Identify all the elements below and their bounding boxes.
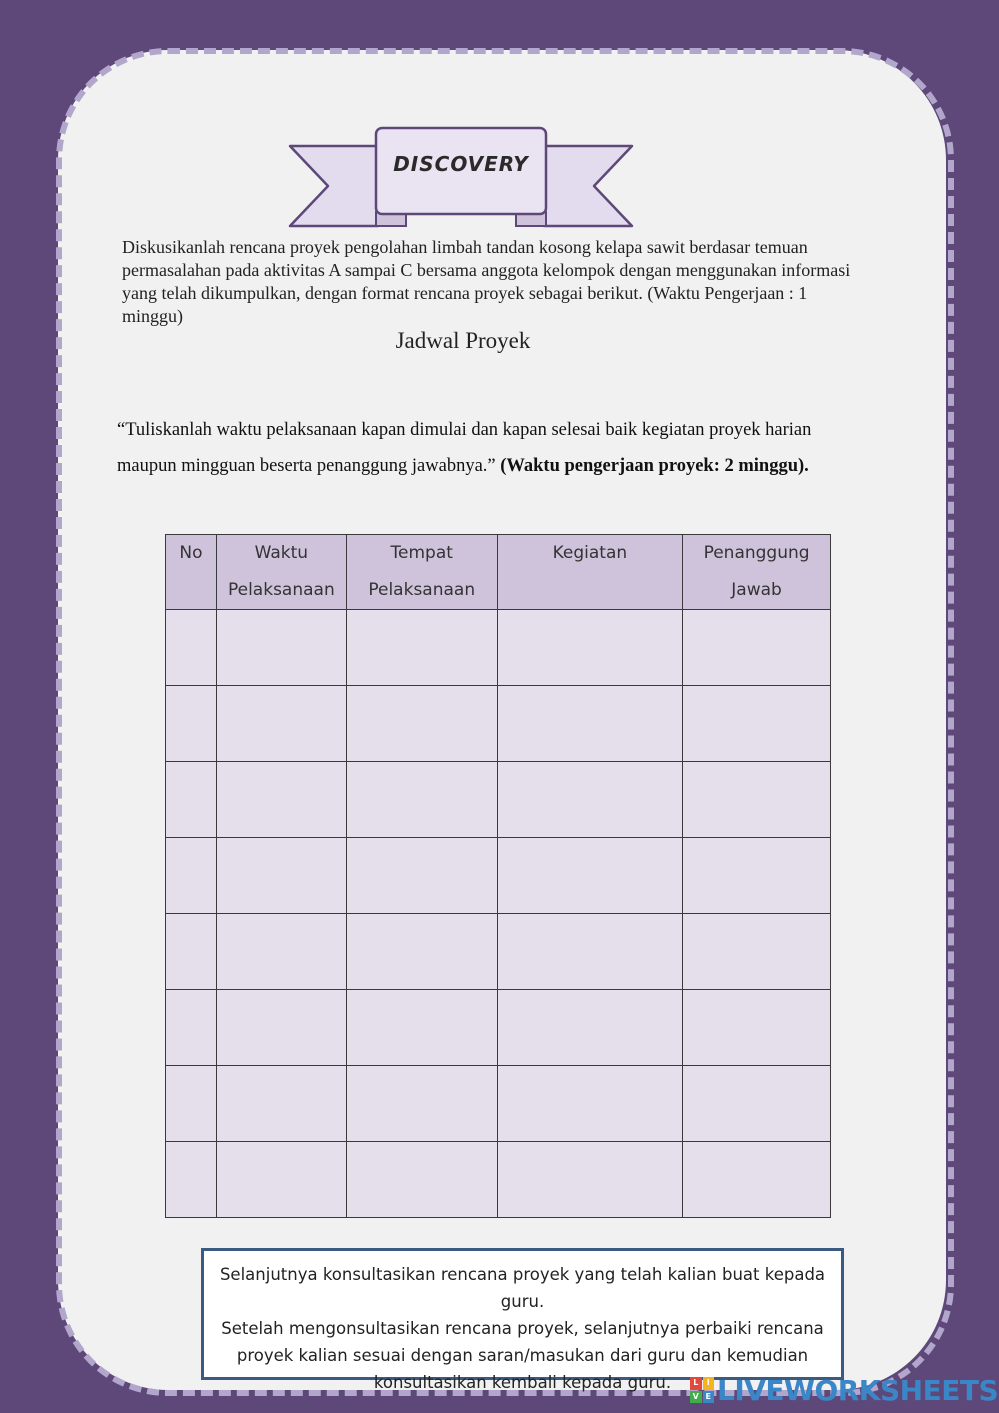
instruction-text: “Tuliskanlah waktu pelaksanaan kapan dimulai dan kapan selesai baik kegiatan proyek harian maupun mingguan beserta penanggung jawabnya.” — [117, 420, 812, 476]
header-no: No — [166, 535, 217, 610]
liveworksheets-logo-icon — [690, 1377, 714, 1403]
header-tempat-line1: Tempat — [390, 543, 453, 563]
header-waktu-pelaksanaan — [216, 535, 346, 610]
cell-penanggung-jawab[interactable] — [683, 1142, 831, 1218]
cell-no[interactable] — [166, 762, 217, 838]
logo-letter-i: I — [703, 1377, 715, 1390]
project-schedule-table — [165, 534, 831, 1218]
cell-penanggung-jawab[interactable] — [683, 1066, 831, 1142]
cell-waktu-pelaksanaan[interactable] — [216, 762, 346, 838]
cell-tempat-pelaksanaan[interactable] — [346, 990, 497, 1066]
banner-title: DISCOVERY — [393, 152, 529, 176]
cell-no[interactable] — [166, 914, 217, 990]
cell-waktu-pelaksanaan[interactable] — [216, 990, 346, 1066]
intro-paragraph: Diskusikanlah rencana proyek pengolahan limbah tandan kosong kelapa sawit berdasar temuan permasalahan pada aktivitas A sampai C bersama anggota kelompok dengan menggunakan informasi yang telah dikumpulkan, dengan format rencana proyek sebagai berikut. (Waktu Pengerjaan : 1 minggu) — [122, 237, 851, 326]
discovery-ribbon-banner — [288, 126, 634, 230]
cell-penanggung-jawab[interactable] — [683, 610, 831, 686]
cell-no[interactable] — [166, 990, 217, 1066]
consultation-note — [201, 1248, 844, 1392]
header-pj-line2: Jawab — [731, 580, 782, 600]
table-row — [166, 914, 831, 990]
header-tempat-pelaksanaan — [346, 535, 497, 610]
cell-kegiatan[interactable] — [497, 838, 682, 914]
cell-kegiatan[interactable] — [497, 762, 682, 838]
note-line-1: Selanjutnya konsultasikan rencana proyek yang telah kalian buat kepada guru. — [219, 1265, 826, 1311]
table-header-row — [166, 535, 831, 610]
cell-no[interactable] — [166, 1142, 217, 1218]
header-penanggung-jawab — [683, 535, 831, 610]
header-waktu-line2: Pelaksanaan — [227, 580, 335, 600]
header-pj-line1: Penanggung — [703, 543, 810, 563]
note-line-3: proyek kalian sesuai dengan saran/masukan dari guru dan kemudian — [236, 1346, 809, 1365]
instruction-deadline: (Waktu pengerjaan proyek: 2 minggu). — [500, 455, 809, 476]
cell-tempat-pelaksanaan[interactable] — [346, 1142, 497, 1218]
table-body — [166, 610, 831, 1218]
cell-tempat-pelaksanaan[interactable] — [346, 914, 497, 990]
header-kegiatan: Kegiatan — [497, 535, 682, 610]
header-tempat-line2: Pelaksanaan — [368, 580, 476, 600]
table-row — [166, 1066, 831, 1142]
cell-no[interactable] — [166, 610, 217, 686]
cell-tempat-pelaksanaan[interactable] — [346, 762, 497, 838]
header-waktu-line1: Waktu — [254, 543, 309, 563]
section-subtitle: Jadwal Proyek — [395, 328, 531, 353]
cell-no[interactable] — [166, 838, 217, 914]
cell-no[interactable] — [166, 1066, 217, 1142]
cell-tempat-pelaksanaan[interactable] — [346, 838, 497, 914]
logo-letter-e: E — [703, 1391, 715, 1404]
note-line-4: konsultasikan kembali kepada guru. — [373, 1373, 672, 1392]
brand-name: LIVEWORKSHEETS — [717, 1373, 999, 1407]
instruction-paragraph — [117, 413, 847, 484]
table-row — [166, 686, 831, 762]
logo-letter-v: V — [690, 1391, 702, 1404]
cell-penanggung-jawab[interactable] — [683, 686, 831, 762]
table-row — [166, 838, 831, 914]
cell-kegiatan[interactable] — [497, 914, 682, 990]
cell-penanggung-jawab[interactable] — [683, 762, 831, 838]
note-line-2: Setelah mengonsultasikan rencana proyek, selanjutnya perbaiki rencana — [221, 1319, 824, 1338]
cell-penanggung-jawab[interactable] — [683, 990, 831, 1066]
liveworksheets-watermark — [690, 1373, 998, 1407]
cell-waktu-pelaksanaan[interactable] — [216, 914, 346, 990]
cell-waktu-pelaksanaan[interactable] — [216, 686, 346, 762]
cell-tempat-pelaksanaan[interactable] — [346, 1066, 497, 1142]
cell-kegiatan[interactable] — [497, 1142, 682, 1218]
cell-kegiatan[interactable] — [497, 1066, 682, 1142]
table-row — [166, 610, 831, 686]
cell-waktu-pelaksanaan[interactable] — [216, 1066, 346, 1142]
table-row — [166, 762, 831, 838]
cell-no[interactable] — [166, 686, 217, 762]
cell-kegiatan[interactable] — [497, 990, 682, 1066]
cell-waktu-pelaksanaan[interactable] — [216, 838, 346, 914]
table-row — [166, 990, 831, 1066]
cell-tempat-pelaksanaan[interactable] — [346, 686, 497, 762]
cell-penanggung-jawab[interactable] — [683, 914, 831, 990]
cell-penanggung-jawab[interactable] — [683, 838, 831, 914]
logo-letter-l: L — [690, 1377, 702, 1390]
cell-waktu-pelaksanaan[interactable] — [216, 1142, 346, 1218]
table-row — [166, 1142, 831, 1218]
cell-kegiatan[interactable] — [497, 686, 682, 762]
cell-waktu-pelaksanaan[interactable] — [216, 610, 346, 686]
cell-kegiatan[interactable] — [497, 610, 682, 686]
cell-tempat-pelaksanaan[interactable] — [346, 610, 497, 686]
